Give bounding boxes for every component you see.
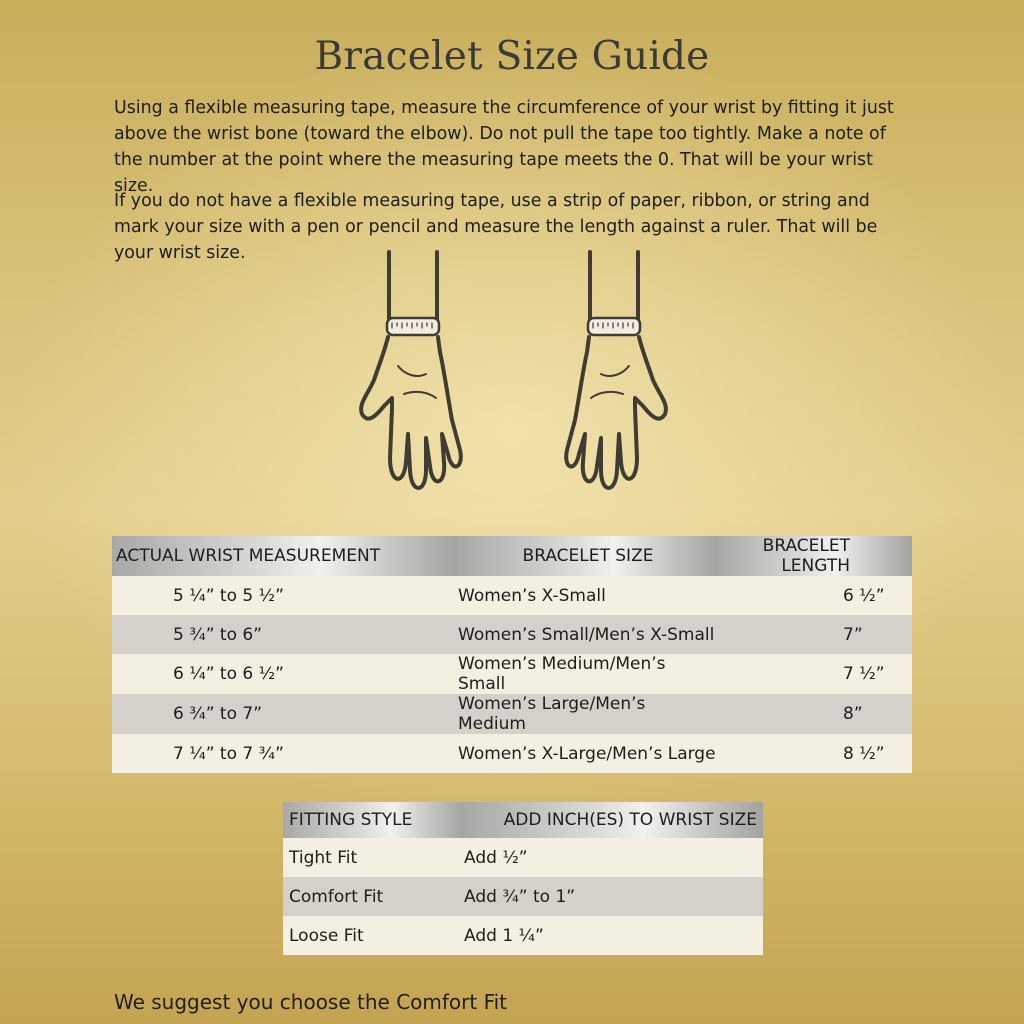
bracelet-size-cell: Women’s X-Large/Men’s Large: [458, 734, 718, 773]
bracelet-size-table: [112, 536, 912, 773]
fitting-style-cell: Loose Fit: [283, 916, 464, 955]
left-hand-with-tape-icon: [361, 252, 461, 488]
bracelet-size-cell: Women’s Medium/Men’s Small: [458, 654, 718, 694]
fitting-style-cell: Tight Fit: [283, 838, 464, 877]
column-header: FITTING STYLE: [283, 802, 464, 838]
wrist-measurement-cell: 6 ¼” to 6 ½”: [112, 654, 458, 694]
add-inches-cell: Add ¾” to 1”: [464, 877, 763, 916]
bracelet-length-cell: 8 ½”: [718, 734, 912, 773]
wrist-measurement-cell: 5 ¾” to 6”: [112, 615, 458, 654]
table-row: [112, 576, 912, 615]
page-title: Bracelet Size Guide: [314, 34, 710, 79]
measure-instructions-paragraph: Using a flexible measuring tape, measure the circumference of your wrist by fitting it just above the wrist bone (toward the elbow). Do not pull the tape too tightly. Make a note of the number at the point where the measuring tape meets the 0. That will be your wrist size.: [114, 98, 894, 196]
alternative-instructions-paragraph: If you do not have a flexible measuring tape, use a strip of paper, ribbon, or string and mark your size with a pen or pencil and measure the length against a ruler. That will be your wrist size.: [114, 191, 878, 263]
right-hand-with-tape-icon: [566, 252, 666, 488]
column-header: ADD INCH(ES) TO WRIST SIZE: [464, 802, 763, 838]
bracelet-length-cell: 7”: [718, 615, 912, 654]
table-row: [283, 916, 763, 955]
table-row: [112, 654, 912, 694]
table-row: [112, 694, 912, 734]
table-row: [283, 838, 763, 877]
bracelet-size-cell: Women’s Small/Men’s X-Small: [458, 615, 718, 654]
hands-illustration: [340, 248, 700, 498]
bracelet-length-cell: 6 ½”: [718, 576, 912, 615]
table-row: [112, 734, 912, 773]
add-inches-cell: Add ½”: [464, 838, 763, 877]
column-header: BRACELET LENGTH: [718, 536, 912, 576]
column-header: ACTUAL WRIST MEASUREMENT: [112, 536, 458, 576]
table-header-row: [283, 802, 763, 838]
table-header-row: [112, 536, 912, 576]
fitting-style-cell: Comfort Fit: [283, 877, 464, 916]
wrist-measurement-cell: 7 ¼” to 7 ¾”: [112, 734, 458, 773]
bracelet-size-cell: Women’s X-Small: [458, 576, 718, 615]
column-header: BRACELET SIZE: [458, 536, 718, 576]
table-row: [283, 877, 763, 916]
bracelet-length-cell: 7 ½”: [718, 654, 912, 694]
table-row: [112, 615, 912, 654]
add-inches-cell: Add 1 ¼”: [464, 916, 763, 955]
wrist-measurement-cell: 5 ¼” to 5 ½”: [112, 576, 458, 615]
recommendation-text: We suggest you choose the Comfort Fit: [114, 990, 508, 1014]
fitting-style-table: [283, 802, 763, 955]
bracelet-size-cell: Women’s Large/Men’s Medium: [458, 694, 718, 734]
bracelet-length-cell: 8”: [718, 694, 912, 734]
wrist-measurement-cell: 6 ¾” to 7”: [112, 694, 458, 734]
